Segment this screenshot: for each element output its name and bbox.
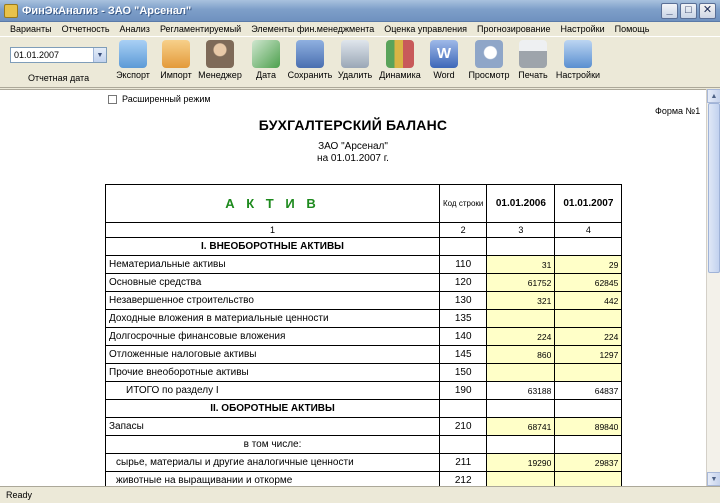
form-number: Форма №1 bbox=[655, 106, 701, 116]
date-button[interactable]: Дата bbox=[242, 40, 290, 86]
value-2006-cell[interactable] bbox=[487, 310, 555, 328]
import-button[interactable]: Импорт bbox=[152, 40, 200, 86]
row-label: Запасы bbox=[106, 418, 440, 436]
menu-help[interactable]: Помощь bbox=[614, 24, 650, 34]
export-button[interactable]: Экспорт bbox=[109, 40, 157, 86]
window-title: ФинЭкАнализ - ЗАО "Арсенал" bbox=[22, 4, 192, 17]
value-2007-cell[interactable]: 29837 bbox=[555, 454, 622, 472]
row-label: животные на выращивании и откорме bbox=[106, 472, 440, 487]
menu-analysis[interactable]: Анализ bbox=[119, 24, 150, 34]
document-view[interactable] bbox=[0, 89, 706, 486]
value-2006-cell: 63188 bbox=[487, 382, 555, 400]
value-2007-cell bbox=[555, 400, 622, 418]
value-2007-cell[interactable] bbox=[555, 364, 622, 382]
row-label: сырье, материалы и другие аналогичные ценности bbox=[106, 454, 440, 472]
row-code: 211 bbox=[440, 454, 487, 472]
export-icon bbox=[119, 40, 147, 68]
value-2006-cell bbox=[487, 238, 555, 256]
value-2007-cell[interactable]: 89840 bbox=[555, 418, 622, 436]
menu-settings[interactable]: Настройки bbox=[560, 24, 605, 34]
value-2006-cell bbox=[487, 400, 555, 418]
maximize-button[interactable]: □ bbox=[680, 3, 697, 19]
report-date-label: Отчетная дата bbox=[28, 73, 90, 83]
table-row bbox=[106, 382, 622, 400]
column-index: 2 bbox=[440, 223, 487, 238]
table-row bbox=[106, 310, 622, 328]
preview-icon bbox=[475, 40, 503, 68]
settings-button[interactable]: Настройки bbox=[554, 40, 602, 86]
extended-mode-label: Расширенный режим bbox=[122, 94, 211, 104]
row-label: ИТОГО по разделу I bbox=[106, 382, 440, 400]
value-2006-cell[interactable]: 31 bbox=[487, 256, 555, 274]
menu-forecasting[interactable]: Прогнозирование bbox=[477, 24, 551, 34]
document-title: БУХГАЛТЕРСКИЙ БАЛАНС bbox=[258, 117, 448, 133]
table-row bbox=[106, 238, 622, 256]
col-2006-header: 01.01.2006 bbox=[487, 185, 555, 223]
delete-icon bbox=[341, 40, 369, 68]
row-code: 190 bbox=[440, 382, 487, 400]
column-index-row bbox=[106, 223, 622, 238]
row-code: 212 bbox=[440, 472, 487, 487]
code-header: Код строки bbox=[440, 185, 487, 223]
table-row bbox=[106, 418, 622, 436]
table-row bbox=[106, 400, 622, 418]
value-2007-cell[interactable]: 29 bbox=[555, 256, 622, 274]
table-header-row bbox=[106, 185, 622, 223]
menu-fin-management[interactable]: Элементы фин.менеджмента bbox=[251, 24, 375, 34]
close-button[interactable]: ✕ bbox=[699, 3, 716, 19]
value-2007-cell[interactable]: 224 bbox=[555, 328, 622, 346]
column-index: 4 bbox=[555, 223, 622, 238]
value-2006-cell[interactable]: 19290 bbox=[487, 454, 555, 472]
row-code bbox=[440, 238, 487, 256]
dynamics-button[interactable]: Динамика bbox=[376, 40, 424, 86]
minimize-button[interactable]: _ bbox=[661, 3, 678, 19]
status-text: Ready bbox=[6, 490, 33, 500]
balance-table bbox=[105, 184, 622, 486]
row-code: 150 bbox=[440, 364, 487, 382]
value-2007-cell[interactable]: 1297 bbox=[555, 346, 622, 364]
word-button[interactable]: W Word bbox=[420, 40, 468, 86]
table-row bbox=[106, 472, 622, 487]
menu-variants[interactable]: Варианты bbox=[10, 24, 52, 34]
chevron-down-icon[interactable]: ▼ bbox=[93, 48, 106, 62]
word-icon: W bbox=[430, 40, 458, 68]
value-2006-cell[interactable]: 321 bbox=[487, 292, 555, 310]
print-button[interactable]: Печать bbox=[509, 40, 557, 86]
value-2006-cell[interactable] bbox=[487, 364, 555, 382]
toolbar bbox=[0, 36, 720, 88]
row-label: Доходные вложения в материальные ценности bbox=[106, 310, 440, 328]
value-2006-cell[interactable]: 68741 bbox=[487, 418, 555, 436]
status-bar bbox=[0, 486, 720, 503]
row-label: Прочие внеоборотные активы bbox=[106, 364, 440, 382]
value-2006-cell[interactable]: 61752 bbox=[487, 274, 555, 292]
row-label: в том числе: bbox=[106, 436, 440, 454]
scroll-up-icon[interactable]: ▲ bbox=[707, 89, 720, 103]
row-code: 110 bbox=[440, 256, 487, 274]
col-2007-header: 01.01.2007 bbox=[555, 185, 622, 223]
value-2007-cell[interactable]: 442 bbox=[555, 292, 622, 310]
row-code: 130 bbox=[440, 292, 487, 310]
manager-icon bbox=[206, 40, 234, 68]
row-code: 120 bbox=[440, 274, 487, 292]
title-bar bbox=[0, 0, 720, 22]
scroll-down-icon[interactable]: ▼ bbox=[707, 472, 720, 486]
aktiv-header: А К Т И В bbox=[106, 185, 440, 223]
column-index: 1 bbox=[106, 223, 440, 238]
value-2006-cell[interactable]: 224 bbox=[487, 328, 555, 346]
value-2007-cell bbox=[555, 238, 622, 256]
row-label: I. ВНЕОБОРОТНЫЕ АКТИВЫ bbox=[106, 238, 440, 256]
table-row bbox=[106, 292, 622, 310]
save-button[interactable]: Сохранить bbox=[286, 40, 334, 86]
row-code: 135 bbox=[440, 310, 487, 328]
value-2007-cell[interactable] bbox=[555, 310, 622, 328]
row-label: II. ОБОРОТНЫЕ АКТИВЫ bbox=[106, 400, 440, 418]
app-icon bbox=[4, 4, 18, 18]
menu-bar bbox=[0, 22, 720, 36]
value-2006-cell[interactable] bbox=[487, 472, 555, 487]
value-2006-cell bbox=[487, 436, 555, 454]
preview-button[interactable]: Просмотр bbox=[465, 40, 513, 86]
delete-button[interactable]: Удалить bbox=[331, 40, 379, 86]
manager-button[interactable]: Менеджер bbox=[196, 40, 244, 86]
row-code: 145 bbox=[440, 346, 487, 364]
menu-management-assessment[interactable]: Оценка управления bbox=[384, 24, 467, 34]
report-date-select[interactable] bbox=[10, 47, 107, 63]
value-2007-cell: 64837 bbox=[555, 382, 622, 400]
row-code: 140 bbox=[440, 328, 487, 346]
report-date-value: 01.01.2007 bbox=[14, 50, 60, 60]
table-row bbox=[106, 364, 622, 382]
vertical-scrollbar[interactable] bbox=[706, 89, 720, 486]
company-name: ЗАО "Арсенал" bbox=[318, 141, 388, 152]
value-2007-cell[interactable] bbox=[555, 472, 622, 487]
scroll-thumb[interactable] bbox=[708, 103, 720, 273]
import-icon bbox=[162, 40, 190, 68]
table-row bbox=[106, 256, 622, 274]
menu-regulated[interactable]: Регламентируемый bbox=[159, 24, 242, 34]
save-icon bbox=[296, 40, 324, 68]
extended-mode-toggle[interactable] bbox=[108, 94, 211, 104]
value-2007-cell bbox=[555, 436, 622, 454]
value-2006-cell[interactable]: 860 bbox=[487, 346, 555, 364]
calendar-icon bbox=[252, 40, 280, 68]
column-index: 3 bbox=[487, 223, 555, 238]
table-row bbox=[106, 454, 622, 472]
table-row bbox=[106, 436, 622, 454]
value-2007-cell[interactable]: 62845 bbox=[555, 274, 622, 292]
table-row bbox=[106, 328, 622, 346]
row-label: Незавершенное строительство bbox=[106, 292, 440, 310]
row-code bbox=[440, 400, 487, 418]
row-label: Нематериальные активы bbox=[106, 256, 440, 274]
row-label: Основные средства bbox=[106, 274, 440, 292]
table-row bbox=[106, 274, 622, 292]
row-code bbox=[440, 436, 487, 454]
menu-reports[interactable]: Отчетность bbox=[61, 24, 110, 34]
row-label: Долгосрочные финансовые вложения bbox=[106, 328, 440, 346]
print-icon bbox=[519, 40, 547, 68]
settings-icon bbox=[564, 40, 592, 68]
balance-date: на 01.01.2007 г. bbox=[317, 153, 389, 164]
chart-icon bbox=[386, 40, 414, 68]
extended-mode-checkbox[interactable] bbox=[108, 95, 117, 104]
table-row bbox=[106, 346, 622, 364]
row-code: 210 bbox=[440, 418, 487, 436]
row-label: Отложенные налоговые активы bbox=[106, 346, 440, 364]
